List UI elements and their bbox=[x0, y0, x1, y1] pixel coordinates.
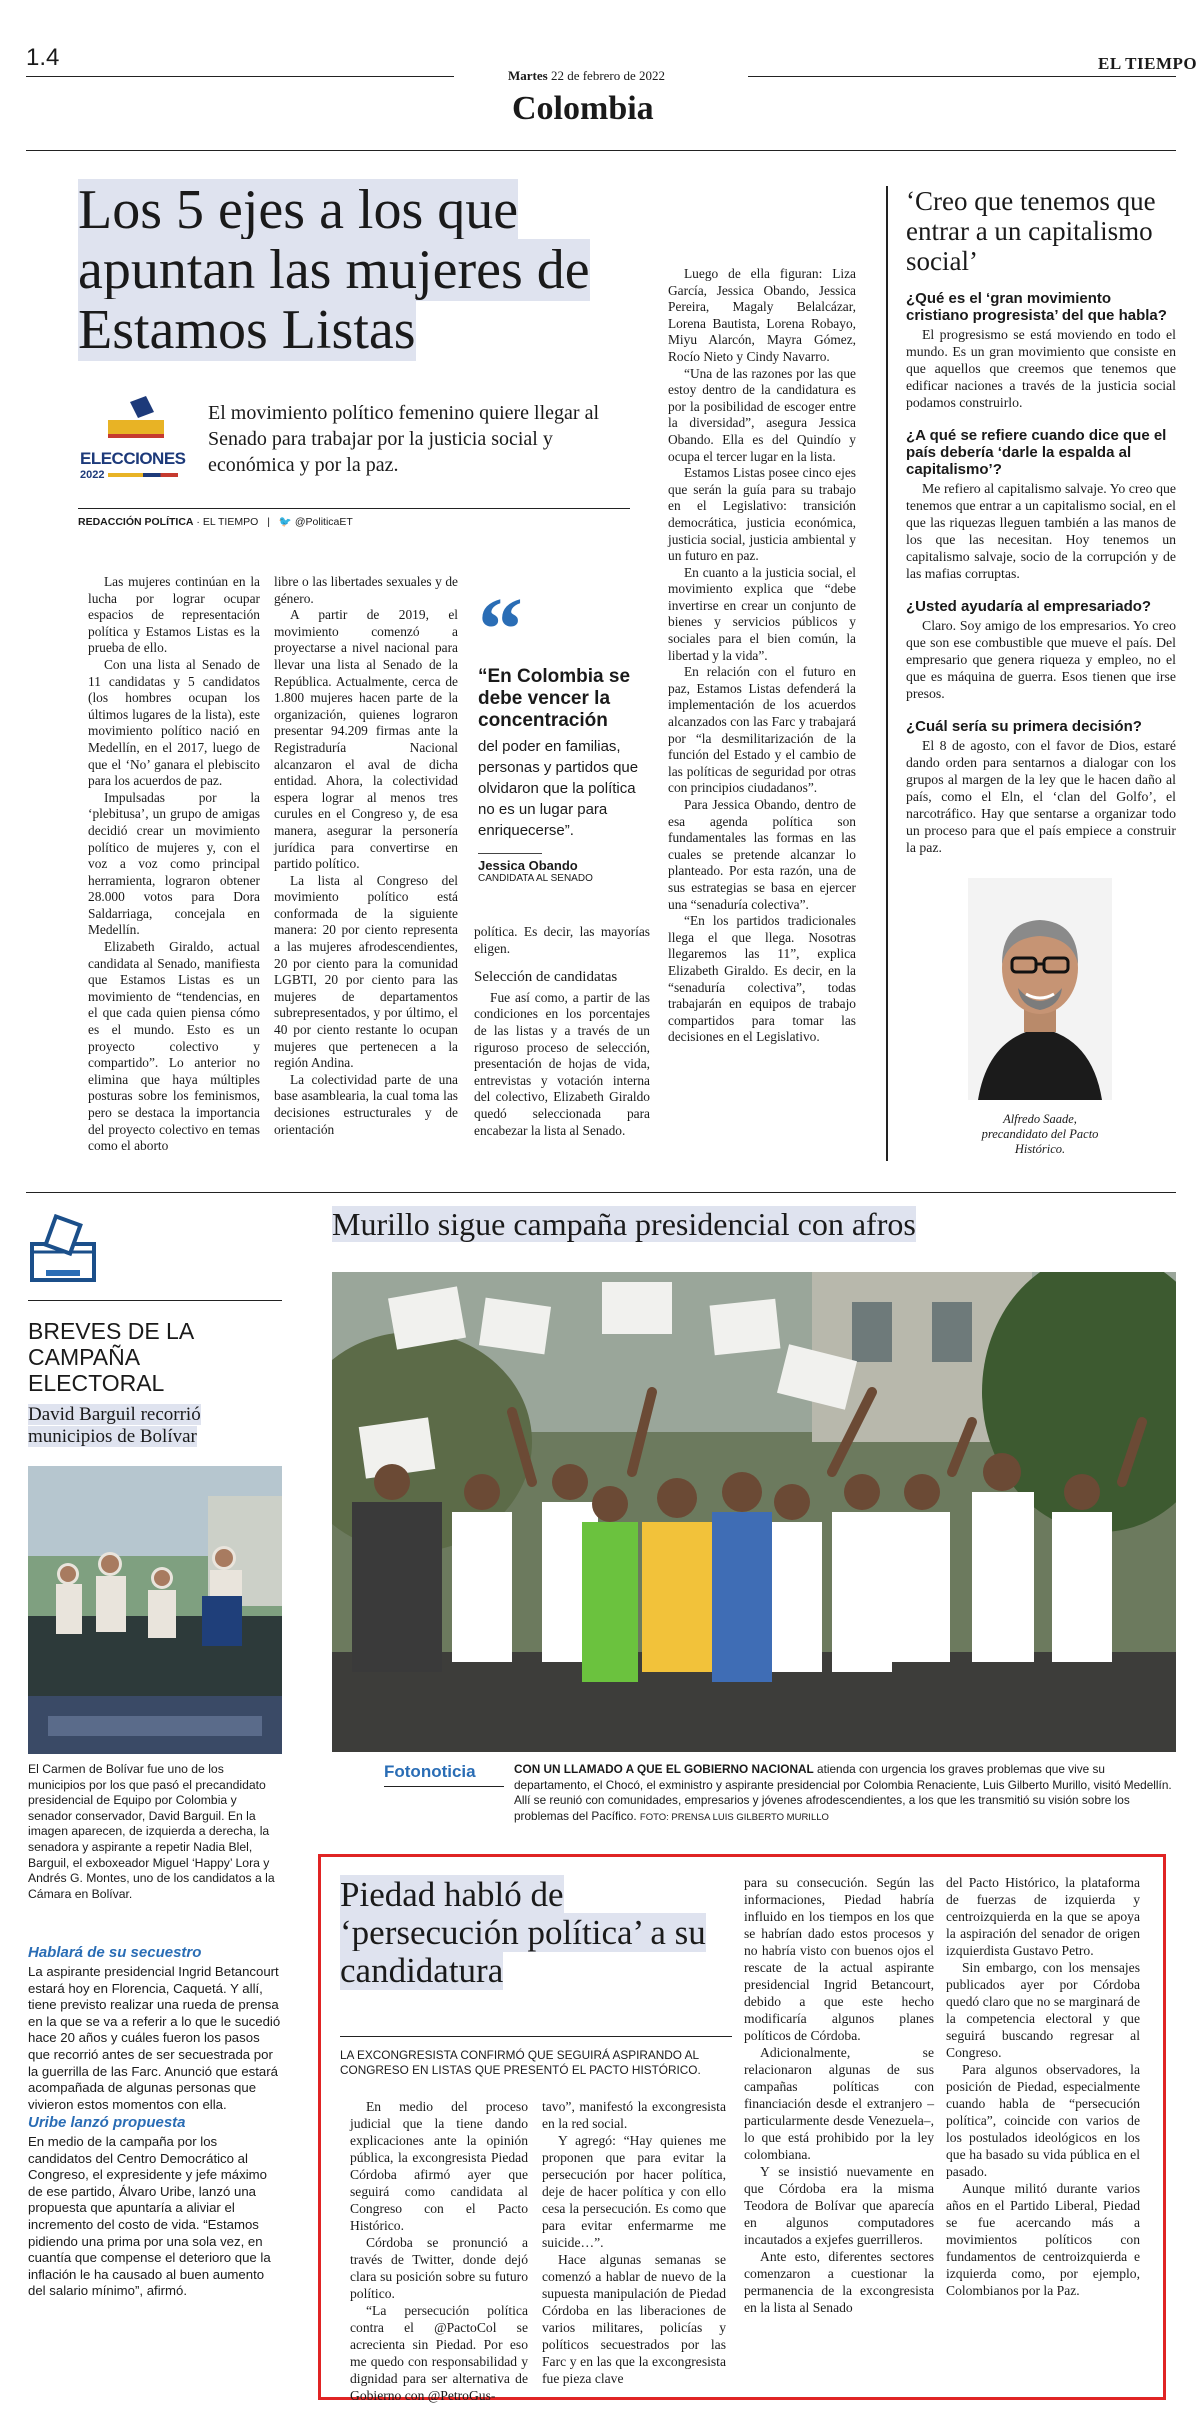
col3-subhead: Selección de candidatas bbox=[474, 969, 618, 986]
piedad-headline-text: Piedad habló de ‘persecución política’ a su candidatura bbox=[340, 1875, 706, 1990]
page-date bbox=[508, 68, 665, 84]
main-col-3 bbox=[474, 924, 650, 1139]
piedad-col3-p3: Y se insistió nuevamente en que Córdoba era la misma Teodora de Bolívar que aparecía en algunos computadores incautados a exjefes guerrilleros. bbox=[744, 2164, 934, 2247]
breves-title: BREVES DE LA CAMPAÑA ELECTORAL bbox=[28, 1318, 193, 1396]
piedad-col4-p4: Aunque militó durante varios años en el Partido Liberal, Piedad se fue acercando más a movimientos políticos con fundamentos de centroizquierda e izquierda como, por ejemplo, Colombianos por la Paz. bbox=[946, 2181, 1140, 2298]
pullquote-name: Jessica Obando bbox=[478, 858, 578, 873]
main-col4-p3: Estamos Listas posee cinco ejes que serán la guía para su trabajo en el Legislativo: transición democrática, justicia económica, justicia social, justicia ambiental y un futuro en paz. bbox=[668, 465, 856, 564]
main-col1-p1: Las mujeres continúan en la lucha por lograr ocupar espacios de representación política y Estamos Listas es la prueba de ello. bbox=[88, 574, 260, 656]
piedad-col4-p3: Para algunos observadores, la posición de Piedad, especialmente cuando habla de “persecución política”, coincide con varios de los postulados ideológicos en los que ha basado su vida pública en el pasado. bbox=[946, 2062, 1140, 2179]
page-number: 1.4 bbox=[26, 44, 60, 71]
main-headline-text: Los 5 ejes a los que apuntan las mujeres de Estamos Listas bbox=[78, 179, 590, 361]
main-col2-p1: libre o las libertades sexuales y de género. bbox=[274, 574, 458, 606]
interview-divider bbox=[886, 186, 888, 1161]
header-rule-right bbox=[748, 76, 1176, 77]
main-col4-p1: Luego de ella figuran: Liza García, Jessica Obando, Jessica Pereira, Magaly Belalcázar, Lorena Bautista, Lorena Robayo, Miyu Alarcón, Mayra Gómez, Rocío Nieto y Cindy Navarro. bbox=[668, 266, 856, 364]
byline: REDACCIÓN POLÍTICA · EL TIEMPO | 🐦 @PoliticaET bbox=[78, 516, 353, 528]
breves-story2-body: La aspirante presidencial Ingrid Betancourt estará hoy en Florencia, Caquetá. Y allí, tiene previsto realizar una rueda de prensa en la que se va a referir a lo que le sucedió hace 20 años y cuáles fueron los pasos que recorrió antes de ser secuestrada por la guerrilla de las Farc. Anunció que estará acompañada de algunas personas que vivieron estos momentos con ella. bbox=[28, 1964, 281, 2112]
breves-story1-head bbox=[28, 1404, 278, 1448]
piedad-col3-p1: para su consecución. Según las informaciones, Piedad habría influido en los tiempos en los que se habrían dado estos procesos y no habría visto con buenos ojos el rescate de la actual aspirante presidencial Ingrid Betancourt, debido a que este hecho modificaría algunos planes políticos de Córdoba. bbox=[744, 1875, 934, 2043]
piedad-col2-p2: Y agregó: “Hay quienes me proponen que para evitar la persecución por hacer política, deje de hacer política y con ello cesa la persecución. Es como que para evitar enfermarme me suicide…”. bbox=[542, 2133, 726, 2250]
date-rest: 22 de febrero de 2022 bbox=[550, 68, 666, 83]
piedad-col-2 bbox=[542, 2098, 726, 2387]
piedad-col2-p1: tavo”, manifestó la excongresista en la red social. bbox=[542, 2099, 726, 2131]
piedad-deck-rule bbox=[340, 2036, 732, 2037]
elecciones-label: ELECCIONES bbox=[80, 449, 186, 468]
main-headline bbox=[78, 180, 628, 360]
piedad-col-4 bbox=[946, 1874, 1140, 2299]
mid-rule bbox=[26, 1192, 1176, 1193]
main-col-4 bbox=[668, 266, 856, 1046]
interview-a3: Claro. Soy amigo de los empresarios. Yo creo que son ese combustible que mueve el país. Del empresario que genera riqueza y empleo, no el que es máquina de guerra. Esos tienen que irse presos. bbox=[906, 618, 1176, 701]
barguil-caption: El Carmen de Bolívar fue uno de los municipios por los que pasó el precandidato presidencial de Equipo por Colombia y senador conservador, David Barguil. En la imagen aparecen, de izquierda a derecha, la senadora y aspirante a repetir Nadia Blel, Barguil, el exboxeador Miguel ‘Happy’ Lora y Andrés G. Montes, uno de los candidatos a la Cámara en Bolívar. bbox=[28, 1762, 275, 1901]
twitter-icon: 🐦 bbox=[278, 516, 292, 528]
main-col3-p2: Fue así como, a partir de las condiciones en los porcentajes de las listas y a través de un riguroso proceso de selección, presentación de hojas de vida, entrevistas y votación interna del colectivo, Elizabeth Giraldo quedó seleccionada para encabezar la lista al Senado. bbox=[474, 989, 650, 1138]
interview-a2: Me refiero al capitalismo salvaje. Yo creo que tenemos que entrar a un capitalismo social, en el que las riquezas lleguen también a las manos de los que las necesitan. Hoy tenemos un capitalismo salvaje, socio de la corrupción y de las mafias corruptas. bbox=[906, 481, 1176, 581]
main-col4-p7: “En los partidos tradicionales llega el que llega. Nosotras llegaremos las 11”, explica Elizabeth Giraldo. Es decir, en la “senaduría colectiva”, todas trabajarán en equipos de trabajo compartidos para tomar las decisiones en el Legislativo. bbox=[668, 913, 856, 1045]
brand-logo: EL TIEMPO bbox=[1098, 54, 1198, 73]
interview-q2: ¿A qué se refiere cuando dice que el país debería ‘darle la espalda al capitalismo’? bbox=[906, 427, 1167, 478]
elecciones-badge bbox=[80, 394, 190, 494]
breves-rule bbox=[28, 1300, 282, 1301]
interview-a1: El progresismo se está moviendo en todo el mundo. Es un gran movimiento que consiste en que aquellos que creemos que tenemos que edificar naciones a través de la justicia social podamos construirlo. bbox=[906, 327, 1176, 410]
byline-source: · EL TIEMPO bbox=[196, 516, 259, 528]
piedad-col-3 bbox=[744, 1874, 934, 2316]
date-day: Martes bbox=[508, 68, 548, 83]
interview-q4: ¿Cuál sería su primera decisión? bbox=[906, 718, 1142, 735]
main-col4-p2: “Una de las razones por las que estoy dentro de la candidatura es por la posibilidad de escoger entre la diversidad”, asegura Jessica Obando. Ella es del Quindío y ocupa el tercer lugar en la lista. bbox=[668, 365, 856, 464]
main-col4-p6: Para Jessica Obando, dentro de esa agenda política son fundamentales las formas en las cuales se pretende alcanzar lo planteado. Por esta razón, una de sus estrategias se basa en ejercer una “senaduría colectiva”. bbox=[668, 797, 856, 912]
ballot-box-icon bbox=[28, 1214, 102, 1284]
flag-stripe bbox=[108, 473, 178, 477]
main-col1-p4: Elizabeth Giraldo, actual candidata al Senado, manifiesta que Estamos Listas es un movimiento de “tendencias, en el que cada quien piensa cómo es el mundo. Esto es un proyecto colectivo y compartido”. Lo anterior no elimina que haya múltiples posturas sobre los feminismos, pero se destaca la importancia del proyecto colectivo en temas como el aborto bbox=[88, 939, 260, 1154]
interview-q3: ¿Usted ayudaría al empresariado? bbox=[906, 598, 1152, 615]
piedad-headline bbox=[340, 1876, 720, 1990]
main-col2-p4: La colectividad parte de una base asamblearia, la cual toma las decisiones estructurales y de orientación bbox=[274, 1071, 458, 1137]
fotonoticia-label: Fotonoticia bbox=[384, 1762, 476, 1781]
main-col4-p4: En cuanto a la justicia social, el movimiento explica que “debe invertirse en crear un conjunto de bienes y servicios públicos y sociales para el bien común, la libertad y la vida”. bbox=[668, 564, 856, 663]
barguil-photo bbox=[28, 1466, 282, 1754]
byline-author: REDACCIÓN POLÍTICA bbox=[78, 516, 194, 528]
quote-mark-icon: “ bbox=[478, 580, 523, 679]
byline-rule bbox=[78, 508, 630, 509]
pullquote bbox=[478, 580, 650, 884]
piedad-col4-p2: Sin embargo, con los mensajes publicados ayer por Córdoba quedó claro que no se marginará de la competencia electoral y que seguirá buscando regresar al Congreso. bbox=[946, 1960, 1140, 2060]
main-col2-p2: A partir de 2019, el movimiento comenzó a proyectarse a nivel nacional para llevar una lista al Senado de la República. Actualmente, cerca de 1.800 mujeres hacen parte de la organización, quienes lograron presentar 94.209 firmas ante la Registraduría Nacional alcanzaron el aval de dicha entidad. Ahora, la colectividad espera lograr al menos tres curules en el Congreso y, de esa manera, asegurar la personería jurídica para convertirse en partido político. bbox=[274, 607, 458, 872]
main-col-1 bbox=[88, 574, 260, 1155]
interview-title: ‘Creo que tenemos que entrar a un capitalismo social’ bbox=[906, 186, 1156, 276]
main-subhead: El movimiento político femenino quiere llegar al Senado para trabajar por la justicia social y económica y por la paz. bbox=[208, 402, 599, 476]
elecciones-year: 2022 bbox=[80, 469, 105, 481]
piedad-col1-p3: “La persecución política contra el @PactoCol se acrecienta sin Piedad. Por eso me quedo con responsabilidad y dignidad para ser alternativa de Gobierno con @PetroGus- bbox=[350, 2303, 528, 2403]
piedad-col1-p2: Córdoba se pronunció a través de Twitter, donde dejó clara su posición sobre su futuro político. bbox=[350, 2235, 528, 2301]
piedad-col-1 bbox=[350, 2098, 528, 2404]
piedad-col1-p1: En medio del proceso judicial que la tiene dando explicaciones ante la opinión pública, la excongresista Piedad Córdoba afirmó ayer que seguirá como candidata al Congreso con el Pacto Histórico. bbox=[350, 2099, 528, 2233]
saade-caption: Alfredo Saade, precandidato del Pacto Histórico. bbox=[981, 1112, 1099, 1156]
piedad-deck: LA EXCONGRESISTA CONFIRMÓ QUE SEGUIRÁ ASPIRANDO AL CONGRESO EN LISTAS QUE PRESENTÓ EL PACTO HISTÓRICO. bbox=[340, 2048, 701, 2077]
breves-story1-head-text: David Barguil recorrió municipios de Bolívar bbox=[28, 1404, 201, 1447]
murillo-caption-credit: FOTO: PRENSA LUIS GILBERTO MURILLO bbox=[639, 1811, 829, 1823]
murillo-headline-text: Murillo sigue campaña presidencial con afros bbox=[332, 1206, 916, 1242]
pullquote-role: CANDIDATA AL SENADO bbox=[478, 873, 593, 884]
main-col2-p3: La lista al Congreso del movimiento político está conformada de la siguiente manera: 20 por ciento representa a las mujeres afrodescendientes, 20 por ciento para la comunidad LGBTI, 20 por ciento para las mujeres de departamentos subrepresentados, y por último, el 40 por ciento restante lo ocupan mujeres que pertenecen a la región Andina. bbox=[274, 872, 458, 1071]
main-col3-p1: política. Es decir, las mayorías eligen. bbox=[474, 924, 650, 956]
main-col4-p5: En relación con el futuro en paz, Estamos Listas defenderá la implementación de los acuerdos alcanzados con las Farc y trabajará por “la desmilitarización de la función del Estado y el cambio de las políticas de seguridad por otras con principios ciudadanos”. bbox=[668, 664, 856, 796]
interview-qa bbox=[906, 280, 1176, 856]
pullquote-lead: “En Colombia se debe vencer la concentración bbox=[478, 666, 631, 731]
murillo-caption bbox=[514, 1762, 1176, 1825]
byline-handle[interactable]: @PoliticaET bbox=[294, 516, 353, 528]
murillo-caption-lead: CON UN LLAMADO A QUE EL GOBIERNO NACIONAL bbox=[514, 1762, 814, 1776]
breves-story2-head: Hablará de su secuestro bbox=[28, 1944, 202, 1961]
fotonoticia-rule bbox=[384, 1786, 504, 1787]
main-col1-p3: Impulsadas por la ‘plebitusa’, un grupo de amigas decidió crear un movimiento político de mujeres y, con el voz a voz como principal herramienta, lograron obtener 28.000 votos para Dora Saldarriaga, concejala en Medellín. bbox=[88, 789, 260, 938]
section-rule bbox=[26, 150, 1176, 151]
piedad-col4-p1: del Pacto Histórico, la plataforma de fuerzas de izquierda y centroizquierda en la que se apoya la aspiración del senador de origen izquierdista Gustavo Petro. bbox=[946, 1875, 1140, 1958]
interview-a4: El 8 de agosto, con el favor de Dios, estaré dando orden para sentarnos a dialogar con los grupos al margen de la ley que le hacen daño al país, como el Eln, el ‘clan del Golfo’, el narcotráfico. Hay que sentarse a organizar todo un proceso para que el país empiece a construir la paz. bbox=[906, 738, 1176, 855]
piedad-col3-p4: Ante esto, diferentes sectores comenzaron a cuestionar la permanencia de la excongresista en la lista al Senado bbox=[744, 2249, 934, 2315]
ballot-icon bbox=[80, 394, 190, 444]
breves-story3-body: En medio de la campaña por los candidatos del Centro Democrático al Congreso, el expresidente y jefe máximo de ese partido, Álvaro Uribe, lanzó una propuesta que apuntaría a aliviar el incremento del costo de vida. “Estamos pidiendo una prima por una sola vez, en cuantía que compense el deterioro que la inflación le ha causado al buen aumento del salario mínimo”, afirmó. bbox=[28, 2134, 271, 2299]
murillo-photo bbox=[332, 1272, 1176, 1752]
piedad-col3-p2: Adicionalmente, se relacionaron algunas de sus campañas políticas con financiación desde el extranjero –particularmente desde Venezuela–, lo que está prohibido por la ley colombiana. bbox=[744, 2045, 934, 2162]
section-title: Colombia bbox=[512, 90, 654, 127]
murillo-headline bbox=[332, 1206, 916, 1242]
header-rule-left bbox=[26, 76, 454, 77]
murillo-caption-body: atienda con urgencia los graves problemas que vive su departamento, el Chocó, el exministro y aspirante presidencial por Colombia Renaciente, Luis Gilberto Murillo, visitó Medellín. Allí se reunió con comunidades, empresarios y jóvenes afrodescendientes, a los que les transmitió su visión sobre los problemas del Pacífico. bbox=[514, 1762, 1172, 1823]
pullquote-rest: del poder en familias, personas y partidos que olvidaron que la política no es un lugar para enriquecerse”. bbox=[478, 738, 639, 839]
saade-photo bbox=[968, 878, 1112, 1100]
main-col1-p2: Con una lista al Senado de 11 candidatas y 5 candidatos (los hombres ocupan los últimos lugares de la lista), este movimiento político nació en Medellín, en el 2017, luego de que el ‘No’ ganara el plebiscito para los acuerdos de paz. bbox=[88, 656, 260, 789]
breves-story3-head: Uribe lanzó propuesta bbox=[28, 2114, 186, 2131]
main-col-2 bbox=[274, 574, 458, 1138]
piedad-col2-p3: Hace algunas semanas se comenzó a hablar de nuevo de la supuesta manipulación de Piedad Córdoba en las liberaciones de varios militares, policías y políticos secuestrados por las Farc y en las que la excongresista fue pieza clave bbox=[542, 2252, 726, 2386]
interview-q1: ¿Qué es el ‘gran movimiento cristiano progresista’ del que habla? bbox=[906, 290, 1167, 324]
